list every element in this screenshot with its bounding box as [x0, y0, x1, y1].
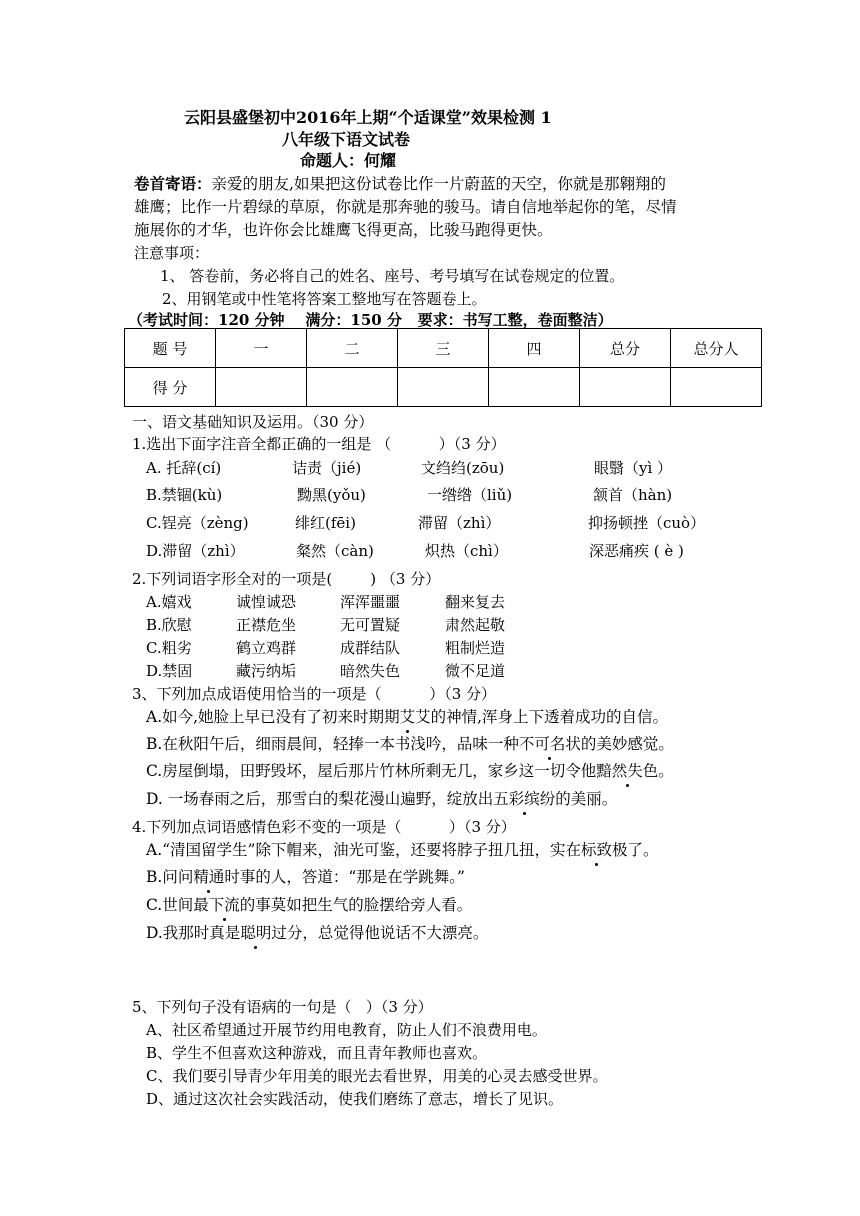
question-2-stem: 2.下列词语字形全对的一项是( ) （3 分）: [132, 570, 441, 588]
question-4-stem: 4.下列加点词语感情色彩不变的一项是（ ）（3 分）: [132, 818, 516, 836]
q2-option: 暗然失色: [340, 662, 401, 680]
q1-option: 一绺绺（liǔ): [427, 486, 513, 504]
q2-option: 粗制烂造: [445, 639, 506, 657]
table-cell: 总分人: [671, 329, 762, 368]
table-cell: 三: [398, 329, 489, 368]
q2-option: B.欣慰: [146, 616, 192, 634]
exam-info: （考试时间：120 分钟 满分：150 分 要求：书写工整，卷面整洁）: [128, 311, 613, 329]
intro-line-2: 雄鹰；比作一片碧绿的草原，你就是那奔驰的骏马。请自信地举起你的笔，尽情: [134, 198, 677, 216]
intro-label: 卷首寄语：: [134, 174, 212, 193]
q4-option-d: D.我那时真是聪明过分，总觉得他说话不大漂亮。: [146, 924, 489, 942]
table-cell: 二: [307, 329, 398, 368]
q4-option-a: A.“清国留学生”除下帽来，油光可鉴，还要将脖子扭几扭，实在标致极了。: [146, 841, 659, 859]
q2-option: C.粗劣: [146, 639, 192, 657]
intro-line-1: 卷首寄语：亲爱的朋友,如果把这份试卷比作一片蔚蓝的天空，你就是那翱翔的: [134, 174, 666, 193]
q1-option: 滞留（zhì）: [418, 514, 501, 532]
section-title: 一、语文基础知识及运用。（30 分）: [132, 413, 374, 431]
q2-option: 微不足道: [445, 662, 506, 680]
dotted-term: 聪明: [240, 924, 272, 942]
q2-option: 翻来复去: [445, 593, 506, 611]
q1-option: 颔首（hàn): [593, 486, 673, 504]
table-cell: 得 分: [125, 368, 216, 407]
score-cell: [580, 368, 671, 407]
q3-option-b: B.在秋阳午后，细雨晨间，轻捧一本书浅吟，品味一种不可名状的美妙感觉。: [146, 735, 674, 753]
dotted-term: 期艾艾: [384, 708, 431, 726]
q2-option: 成群结队: [340, 639, 401, 657]
table-cell: 一: [216, 329, 307, 368]
question-1-stem: 1.选出下面字注音全都正确的一组是 （ ）（3 分）: [132, 435, 506, 453]
q2-option: 诚惶诚恐: [236, 593, 297, 611]
q2-option: D.禁固: [146, 662, 193, 680]
score-cell: [398, 368, 489, 407]
dotted-term: 下流: [208, 896, 240, 914]
score-cell: [671, 368, 762, 407]
q2-option: 鹤立鸡群: [236, 639, 297, 657]
q2-option: 浑浑噩噩: [340, 593, 401, 611]
dotted-term: 五彩缤纷: [493, 790, 556, 808]
q2-option: 正襟危坐: [236, 616, 297, 634]
notes-item-1: 1、 答卷前，务必将自己的姓名、座号、考号填写在试卷规定的位置。: [160, 267, 625, 285]
question-5-stem: 5、下列句子没有语病的一句是（ ）（3 分）: [132, 998, 433, 1016]
q1-option: D.滞留（zhì）: [146, 542, 245, 560]
q1-option: 粲然（càn): [296, 542, 374, 560]
score-table-score-row: [125, 368, 762, 407]
intro-line-3: 施展你的才华，也许你会比雄鹰飞得更高，比骏马跑得更快。: [134, 221, 553, 239]
q1-option: 抑扬顿挫（cuò）: [588, 514, 706, 532]
q1-option: B.禁锢(kù): [146, 486, 223, 504]
q1-option: 眼翳（yì ）: [594, 459, 673, 477]
q5-option-c: C、我们要引导青少年用美的眼光去看世界，用美的心灵去感受世界。: [146, 1067, 608, 1085]
q2-option: A.嬉戏: [146, 593, 192, 611]
question-3-stem: 3、下列加点成语使用恰当的一项是（ ）（3 分）: [132, 685, 497, 703]
exam-subtitle: 八年级下语文试卷: [282, 130, 411, 149]
score-cell: [216, 368, 307, 407]
score-table: [124, 328, 762, 407]
dotted-term: 标致: [580, 841, 612, 859]
q1-option: C.锃亮（zèng): [146, 514, 249, 532]
q1-option: 炽热（chì）: [425, 542, 508, 560]
q1-option: 诘责（jié): [292, 459, 362, 477]
q1-option: 黝黑(yǒu): [297, 486, 366, 504]
q1-option: A. 托辞(cí): [146, 459, 222, 477]
q2-option: 藏污纳垢: [236, 662, 297, 680]
q4-option-c: C.世间最下流的事莫如把生气的脸摆给旁人看。: [146, 896, 473, 914]
q1-option: 深恶痛疾 ( è ): [589, 542, 684, 560]
q2-option: 肃然起敬: [445, 616, 506, 634]
exam-title: 云阳县盛堡初中2016年上期“个适课堂”效果检测 1: [184, 108, 552, 127]
q2-option: 无可置疑: [340, 616, 401, 634]
dotted-term: 不可名状: [518, 735, 581, 753]
dotted-term: 精通: [193, 868, 225, 886]
notes-item-2: 2、用钢笔或中性笔将答案工整地写在答题卷上。: [162, 290, 487, 308]
q5-option-b: B、学生不但喜欢这种游戏，而且青年教师也喜欢。: [146, 1044, 488, 1062]
table-cell: 总分: [580, 329, 671, 368]
notes-heading: 注意事项：: [134, 244, 210, 262]
table-cell: 题 号: [125, 329, 216, 368]
score-table-header-row: [125, 329, 762, 368]
q1-option: 绯红(fēi): [295, 514, 356, 532]
q4-option-b: B.问问精通时事的人，答道：“那是在学跳舞。”: [146, 868, 465, 886]
dotted-term: 黯然失色: [596, 762, 659, 780]
q1-option: 文绉绉(zōu): [421, 459, 505, 477]
q5-option-a: A、社区希望通过开展节约用电教育，防止人们不浪费用电。: [146, 1021, 547, 1039]
q3-option-a: A.如今,她脸上早已没有了初来时期期艾艾的神情,浑身上下透着成功的自信。: [146, 708, 669, 726]
exam-author: 命题人：何耀: [300, 151, 397, 170]
q3-option-d: D. 一场春雨之后，那雪白的梨花漫山遍野，绽放出五彩缤纷的美丽。: [146, 790, 618, 808]
q5-option-d: D、通过这次社会实践活动，使我们磨练了意志，增长了见识。: [146, 1090, 564, 1108]
table-cell: 四: [489, 329, 580, 368]
score-cell: [307, 368, 398, 407]
score-cell: [489, 368, 580, 407]
q3-option-c: C.房屋倒塌，田野毁坏，屋后那片竹林所剩无几，家乡这一切令他黯然失色。: [146, 762, 674, 780]
